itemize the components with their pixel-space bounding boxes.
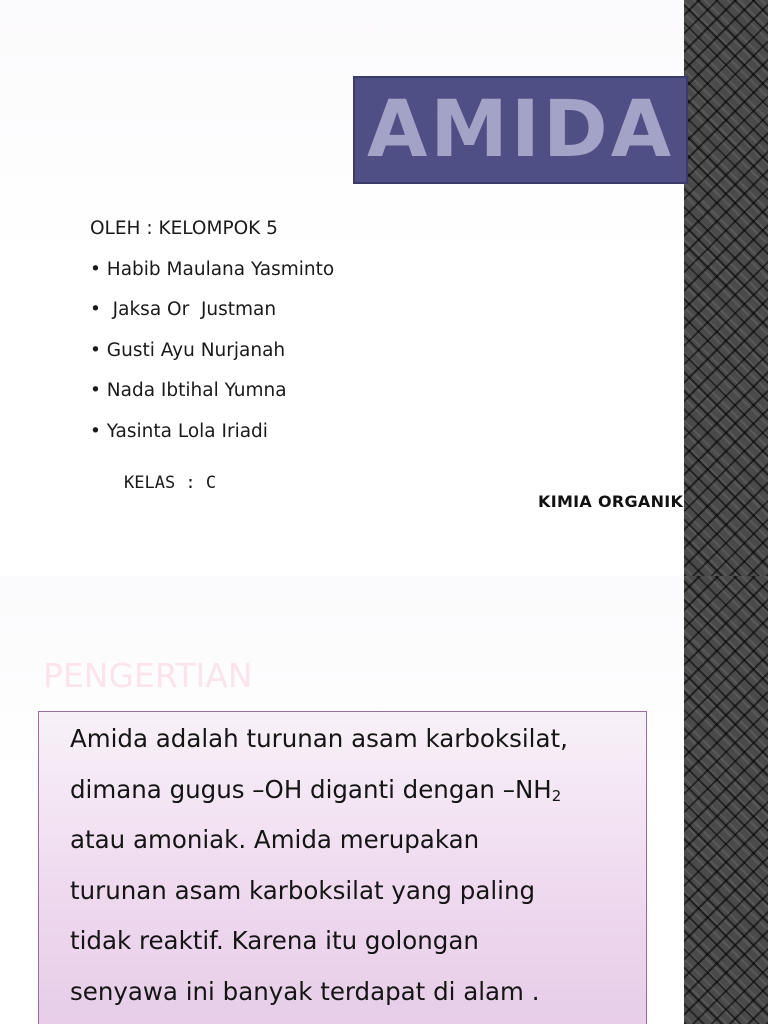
decorative-pattern-strip: [684, 576, 768, 1024]
member-item: • Jaksa Or Justman: [90, 299, 277, 320]
section-heading: PENGERTIAN: [43, 656, 253, 695]
group-label: OLEH : KELOMPOK 5: [90, 218, 278, 239]
definition-text: [70, 714, 626, 1017]
definition-line: [70, 765, 626, 816]
definition-line: tidak reaktif. Karena itu golongan: [70, 926, 479, 955]
definition-line: atau amoniak. Amida merupakan: [70, 825, 480, 854]
subject-label: KIMIA ORGANIK: [538, 492, 684, 511]
definition-line: turunan asam karboksilat yang paling: [70, 875, 536, 905]
decorative-pattern-strip: [684, 0, 768, 576]
author-list: [90, 214, 334, 457]
slide-title: AMIDA: [366, 85, 675, 175]
definition-line: senyawa ini banyak terdapat di alam .: [70, 976, 540, 1006]
definition-line: Amida adalah turunan asam karboksilat,: [70, 724, 568, 753]
definition-line-main: dimana gugus –OH diganti dengan –NH: [70, 774, 552, 804]
title-box: [353, 76, 688, 184]
member-item: • Yasinta Lola Iriadi: [90, 420, 268, 442]
definition-slide: [0, 576, 768, 1024]
definition-box: [38, 711, 647, 1024]
subscript: 2: [551, 786, 562, 805]
member-item: • Habib Maulana Yasminto: [90, 258, 335, 280]
member-item: • Gusti Ayu Nurjanah: [90, 339, 286, 361]
member-item: • Nada Ibtihal Yumna: [90, 380, 287, 401]
class-label: KELAS : C: [124, 473, 217, 493]
